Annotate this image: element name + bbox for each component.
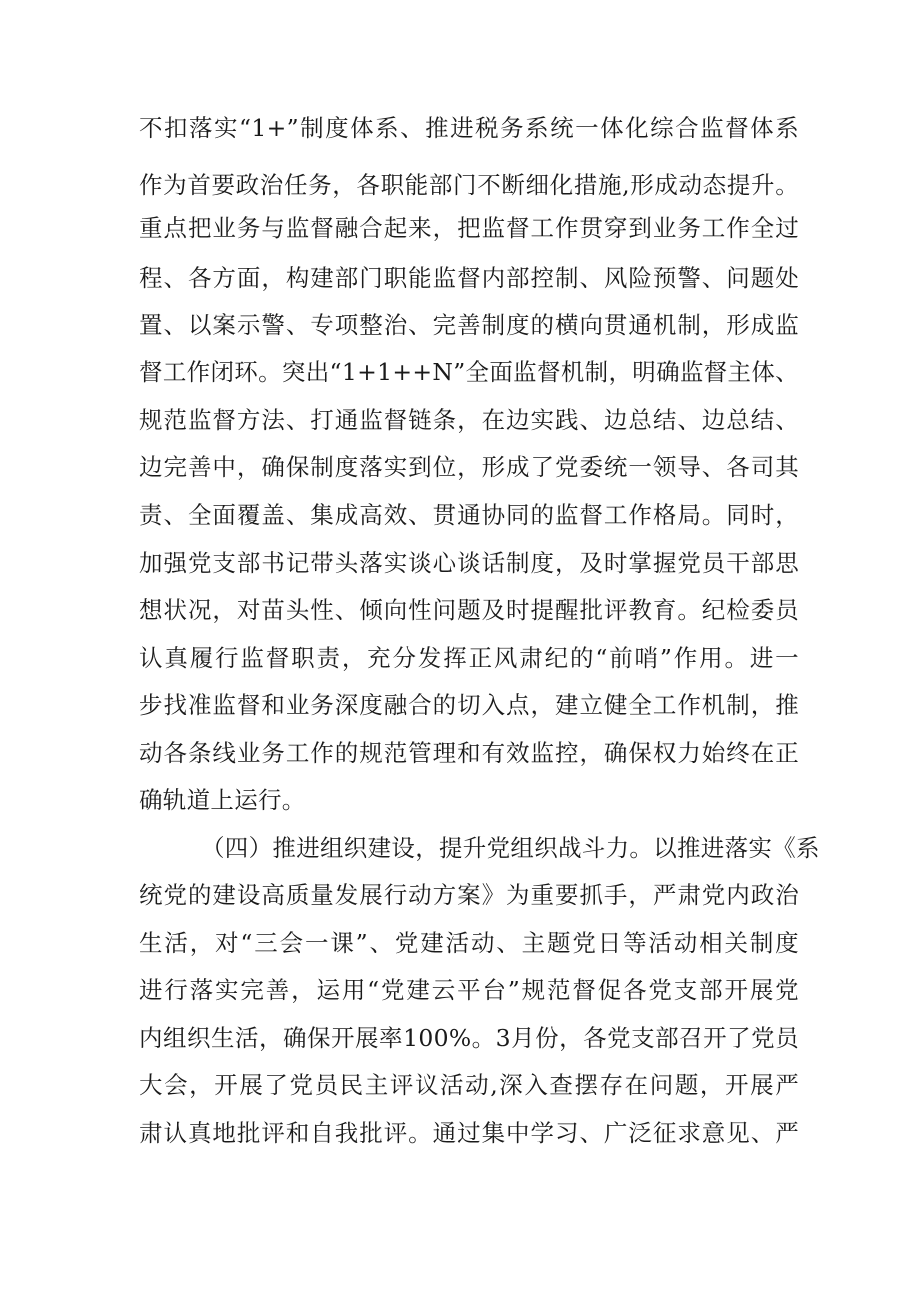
paragraph-2-line-3: 生活，对“三会一课”、党建活动、主题党日等活动相关制度 [139, 929, 799, 957]
paragraph-1-line-8: 边完善中，确保制度落实到位，形成了党委统一领导、各司其 [139, 453, 799, 481]
paragraph-1-line-7: 规范监督方法、打通监督链条，在边实践、边总结、边总结、 [139, 406, 799, 434]
paragraph-1-line-9: 责、全面覆盖、集成高效、贯通协同的监督工作格局。同时， [139, 501, 799, 529]
paragraph-2-line-5: 内组织生活，确保开展率100%。3月份，各党支部召开了党员 [139, 1024, 799, 1052]
paragraph-1-line-15: 确轨道上运行。 [139, 786, 306, 814]
paragraph-1-line-13: 步找准监督和业务深度融合的切入点，建立健全工作机制，推 [139, 691, 799, 719]
paragraph-1-line-10: 加强党支部书记带头落实谈心谈话制度，及时掌握党员干部思 [139, 549, 799, 577]
paragraph-1-line-11: 想状况，对苗头性、倾向性问题及时提醒批评教育。纪检委员 [139, 596, 799, 624]
paragraph-2-line-1: （四）推进组织建设，提升党组织战斗力。以推进落实《系 [201, 834, 820, 862]
paragraph-1-line-3: 重点把业务与监督融合起来，把监督工作贯穿到业务工作全过 [139, 214, 799, 242]
paragraph-2-line-2: 统党的建设高质量发展行动方案》为重要抓手，严肃党内政治 [139, 881, 799, 909]
paragraph-1-line-12: 认真履行监督职责，充分发挥正风肃纪的“前哨”作用。进一 [139, 644, 799, 672]
paragraph-2-line-7: 肃认真地批评和自我批评。通过集中学习、广泛征求意见、严 [139, 1119, 799, 1147]
paragraph-2-line-4: 进行落实完善，运用“党建云平台”规范督促各党支部开展党 [139, 976, 799, 1004]
paragraph-1-line-5: 置、以案示警、专项整治、完善制度的横向贯通机制，形成监 [139, 311, 799, 339]
paragraph-1-line-14: 动各条线业务工作的规范管理和有效监控，确保权力始终在正 [139, 739, 799, 767]
paragraph-1-line-1: 不扣落实“1+”制度体系、推进税务系统一体化综合监督体系 [139, 114, 799, 142]
paragraph-2-line-6: 大会，开展了党员民主评议活动,深入查摆存在问题，开展严 [139, 1071, 799, 1099]
paragraph-1-line-4: 程、各方面，构建部门职能监督内部控制、风险预警、问题处 [139, 264, 799, 292]
paragraph-1-line-2: 作为首要政治任务，各职能部门不断细化措施,形成动态提升。 [139, 171, 799, 199]
paragraph-1-line-6: 督工作闭环。突出“1+1++N”全面监督机制，明确监督主体、 [139, 358, 799, 386]
